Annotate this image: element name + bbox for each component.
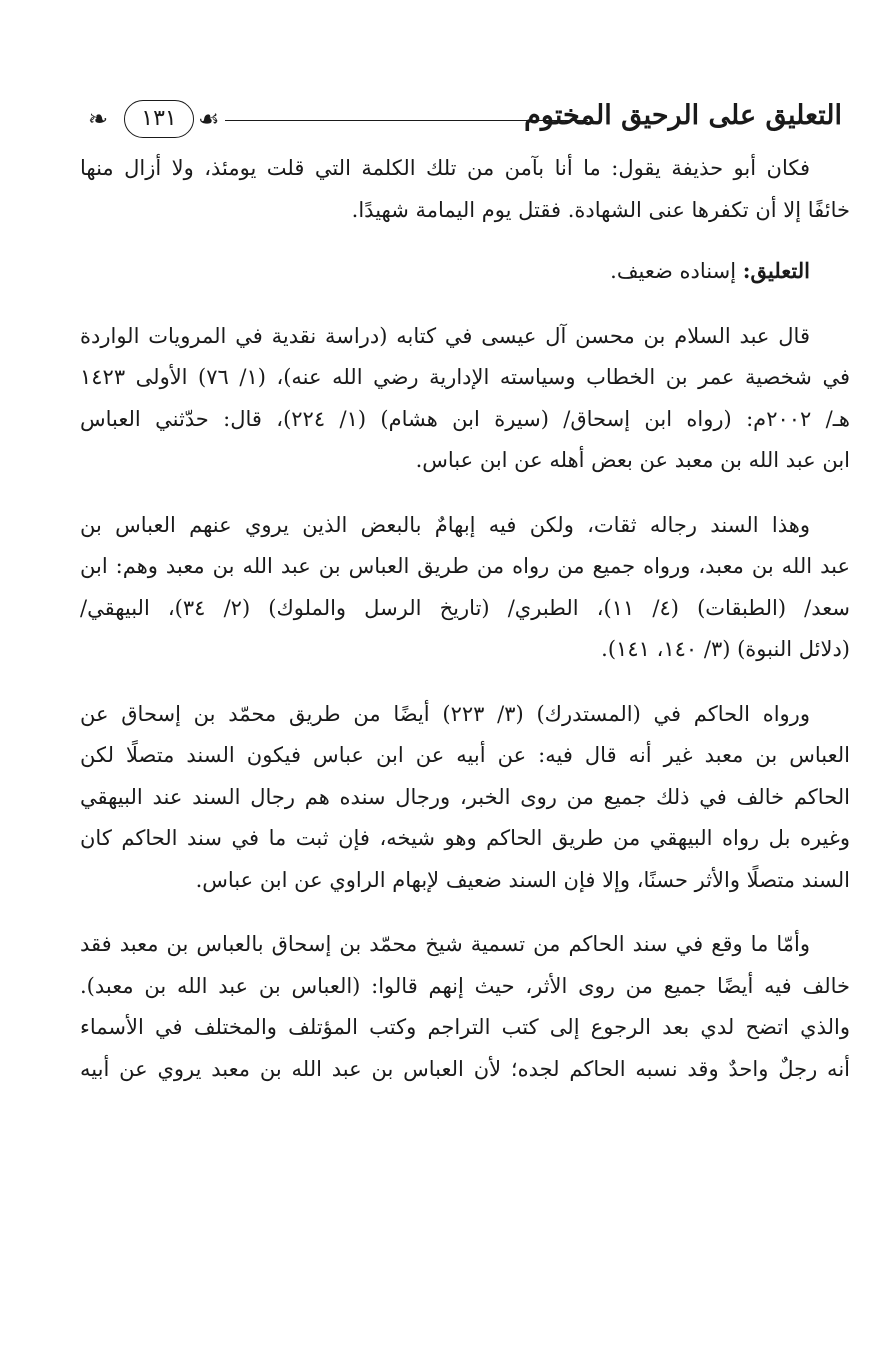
text-line: ابن عبد الله بن معبد عن بعض أهله عن ابن عباس. xyxy=(415,448,850,472)
paragraph-1 xyxy=(80,148,850,231)
text-line: فكان أبو حذيفة يقول: ما أنا بآمن من تلك الكلمة التي قلت يومئذ، ولا أزال منها xyxy=(80,156,810,180)
text-line: في شخصية عمر بن الخطاب وسياسته الإدارية رضي الله عنه)، (١/ ٧٦) الأولى ١٤٢٣ xyxy=(80,365,850,389)
ornament-right-icon: ☙ xyxy=(198,105,220,133)
text-line: وأمّا ما وقع في سند الحاكم من تسمية شيخ محمّد بن إسحاق بالعباس بن معبد فقد xyxy=(80,932,810,956)
paragraph-2 xyxy=(80,250,850,293)
page-number: ١٣١ xyxy=(141,106,177,131)
text-line xyxy=(80,250,850,293)
page-body xyxy=(80,148,850,1090)
text-line: عبد الله بن معبد، ورواه جميع من رواه من طريق العباس بن عبد الله بن معبد وهم: ابن xyxy=(80,554,850,578)
paragraph-5 xyxy=(80,694,850,902)
paragraph-3 xyxy=(80,316,850,482)
book-title: التعليق على الرحيق المختوم xyxy=(524,100,842,131)
text-line: وغيره بل رواه البيهقي من طريق الحاكم وهو شيخه، فإن ثبت ما في سند الحاكم كان xyxy=(80,826,850,850)
running-header xyxy=(80,92,850,148)
text-line: (دلائل النبوة) (٣/ ١٤٠، ١٤١). xyxy=(601,637,850,661)
paragraph-6 xyxy=(80,924,850,1090)
text-line: خالف فيه أيضًا جميع من روى الأثر، حيث إنهم قالوا: (العباس بن عبد الله بن معبد). xyxy=(80,973,850,998)
ornament-left-icon: ❧ xyxy=(88,105,109,133)
text-line: أنه رجلٌ واحدٌ وقد نسبه الحاكم لجده؛ لأن العباس بن عبد الله بن معبد يروي عن أبيه xyxy=(80,1056,850,1081)
page-number-ornament xyxy=(82,96,232,142)
text-line: العباس بن معبد غير أنه قال فيه: عن أبيه عن ابن عباس فيكون السند متصلًا لكن xyxy=(80,743,850,767)
text-line: السند متصلًا والأثر حسنًا، وإلا فإن السند ضعيف لإبهام الراوي عن ابن عباس. xyxy=(195,867,850,892)
comment-text: إسناده ضعيف. xyxy=(610,259,743,283)
text-line: سعد/ (الطبقات) (٤/ ١١)، الطبري/ (تاريخ الرسل والملوك) (٢/ ٣٤)، البيهقي/ xyxy=(80,595,850,620)
text-line: قال عبد السلام بن محسن آل عيسى في كتابه (دراسة نقدية في المرويات الواردة xyxy=(80,323,810,348)
header-rule xyxy=(225,120,588,121)
paragraph-4 xyxy=(80,505,850,671)
text-line: وهذا السند رجاله ثقات، ولكن فيه إبهامٌ بالبعض الذين يروي عنهم العباس بن xyxy=(80,512,810,537)
text-line: الحاكم خالف في ذلك جميع من روى الخبر، ورجال سنده هم رجال السند عند البيهقي xyxy=(80,784,850,809)
text-line: والذي اتضح لدي بعد الرجوع إلى كتب التراجم وكتب المؤتلف والمختلف في الأسماء xyxy=(80,1015,850,1039)
text-line: خائفًا إلا أن تكفرها عنى الشهادة. فقتل يوم اليمامة شهيدًا. xyxy=(351,197,850,222)
text-line: هـ/ ٢٠٠٢م: (رواه ابن إسحاق/ (سيرة ابن هشام) (١/ ٢٢٤)، قال: حدّثني العباس xyxy=(80,406,850,431)
text-line: ورواه الحاكم في (المستدرك) (٣/ ٢٢٣) أيضًا من طريق محمّد بن إسحاق عن xyxy=(80,701,810,726)
comment-label: التعليق: xyxy=(742,258,810,283)
